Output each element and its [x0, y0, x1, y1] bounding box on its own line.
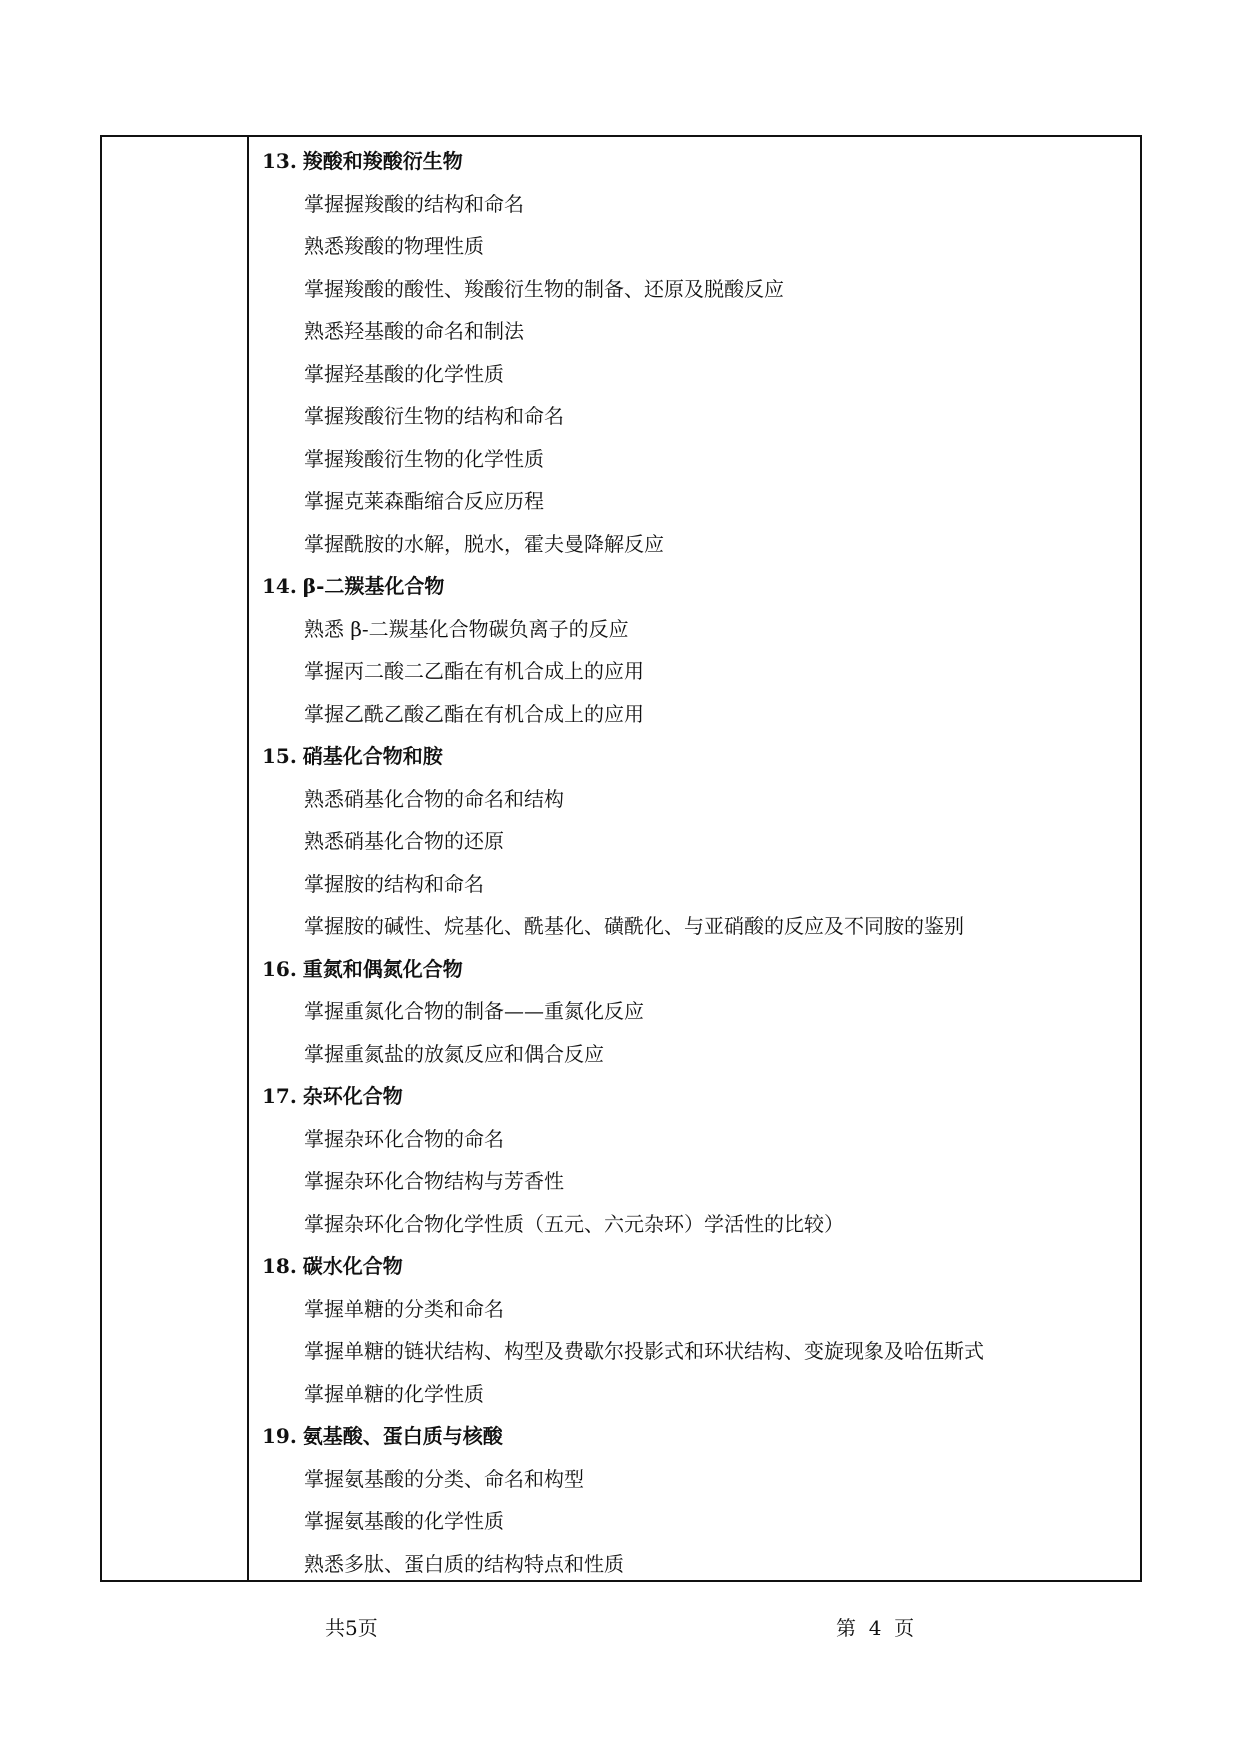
- section-number: 16.: [262, 956, 297, 981]
- requirement-item: 掌握羧酸衍生物的化学性质: [304, 446, 544, 471]
- requirement-item: 掌握氨基酸的分类、命名和构型: [304, 1466, 584, 1491]
- section-title: β-二羰基化合物: [302, 574, 445, 598]
- section-heading: [262, 1245, 1140, 1288]
- requirement-item: 掌握克莱森酯缩合反应历程: [304, 489, 544, 513]
- requirement-item: 掌握杂环化合物结构与芳香性: [304, 1169, 564, 1193]
- section-number: 17.: [262, 1084, 297, 1108]
- section-number: 14.: [262, 574, 297, 598]
- requirement-item: 掌握丙二酸二乙酯在有机合成上的应用: [304, 659, 644, 683]
- requirement-item: 掌握重氮化合物的制备——重氮化反应: [304, 999, 644, 1023]
- requirement-item: 掌握杂环化合物化学性质（五元、六元杂环）学活性的比较）: [304, 1211, 844, 1236]
- requirement-item: 熟悉羟基酸的命名和制法: [304, 319, 524, 343]
- section-heading: [262, 565, 1140, 608]
- page-number: 第 4 页: [836, 1616, 915, 1640]
- requirement-item: 掌握乙酰乙酸乙酯在有机合成上的应用: [304, 701, 644, 726]
- requirement-item: 掌握重氮盐的放氮反应和偶合反应: [304, 1041, 604, 1066]
- left-column: [102, 137, 249, 1580]
- requirement-item: 掌握单糖的化学性质: [304, 1381, 484, 1406]
- requirement-item: 熟悉 β-二羰基化合物碳负离子的反应: [304, 616, 629, 641]
- requirement-item: 掌握胺的碱性、烷基化、酰基化、磺酰化、与亚硝酸的反应及不同胺的鉴别: [304, 914, 964, 938]
- section-title: 碳水化合物: [302, 1254, 403, 1278]
- requirement-item: 熟悉硝基化合物的命名和结构: [304, 786, 564, 811]
- section-number: 19.: [262, 1424, 297, 1448]
- section-number: 15.: [262, 744, 297, 768]
- requirement-item: 掌握羟基酸的化学性质: [304, 361, 504, 386]
- requirement-item: 掌握胺的结构和命名: [304, 871, 484, 896]
- content-column: [249, 137, 1140, 1580]
- section-title: 羧酸和羧酸衍生物: [302, 149, 463, 173]
- section-heading: [262, 140, 1140, 183]
- requirement-item: 掌握单糖的分类和命名: [304, 1296, 504, 1321]
- section-title: 氨基酸、蛋白质与核酸: [302, 1424, 503, 1448]
- requirement-item: 熟悉硝基化合物的还原: [304, 829, 504, 853]
- syllabus-table: [100, 135, 1142, 1582]
- requirement-item: 掌握羧酸的酸性、羧酸衍生物的制备、还原及脱酸反应: [304, 276, 784, 301]
- section-title: 杂环化合物: [302, 1084, 403, 1108]
- requirement-item: 掌握氨基酸的化学性质: [304, 1509, 504, 1533]
- requirement-item: 掌握握羧酸的结构和命名: [304, 191, 524, 216]
- total-pages: 共5页: [325, 1616, 378, 1640]
- requirement-item: 掌握杂环化合物的命名: [304, 1126, 504, 1151]
- section-number: 18.: [262, 1254, 297, 1278]
- section-heading: [262, 735, 1140, 778]
- section-title: 硝基化合物和胺: [302, 744, 443, 768]
- requirement-item: 熟悉多肽、蛋白质的结构特点和性质: [304, 1551, 624, 1576]
- section-heading: [262, 948, 1140, 991]
- requirement-item: 掌握酰胺的水解，脱水，霍夫曼降解反应: [304, 531, 664, 556]
- requirement-item: 掌握羧酸衍生物的结构和命名: [304, 404, 564, 428]
- section-number: 13.: [262, 149, 297, 173]
- requirement-item: 熟悉羧酸的物理性质: [304, 234, 484, 258]
- section-heading: [262, 1415, 1140, 1458]
- section-heading: [262, 1075, 1140, 1118]
- section-title: 重氮和偶氮化合物: [302, 956, 463, 981]
- requirement-item: 掌握单糖的链状结构、构型及费歇尔投影式和环状结构、变旋现象及哈伍斯式: [304, 1339, 984, 1363]
